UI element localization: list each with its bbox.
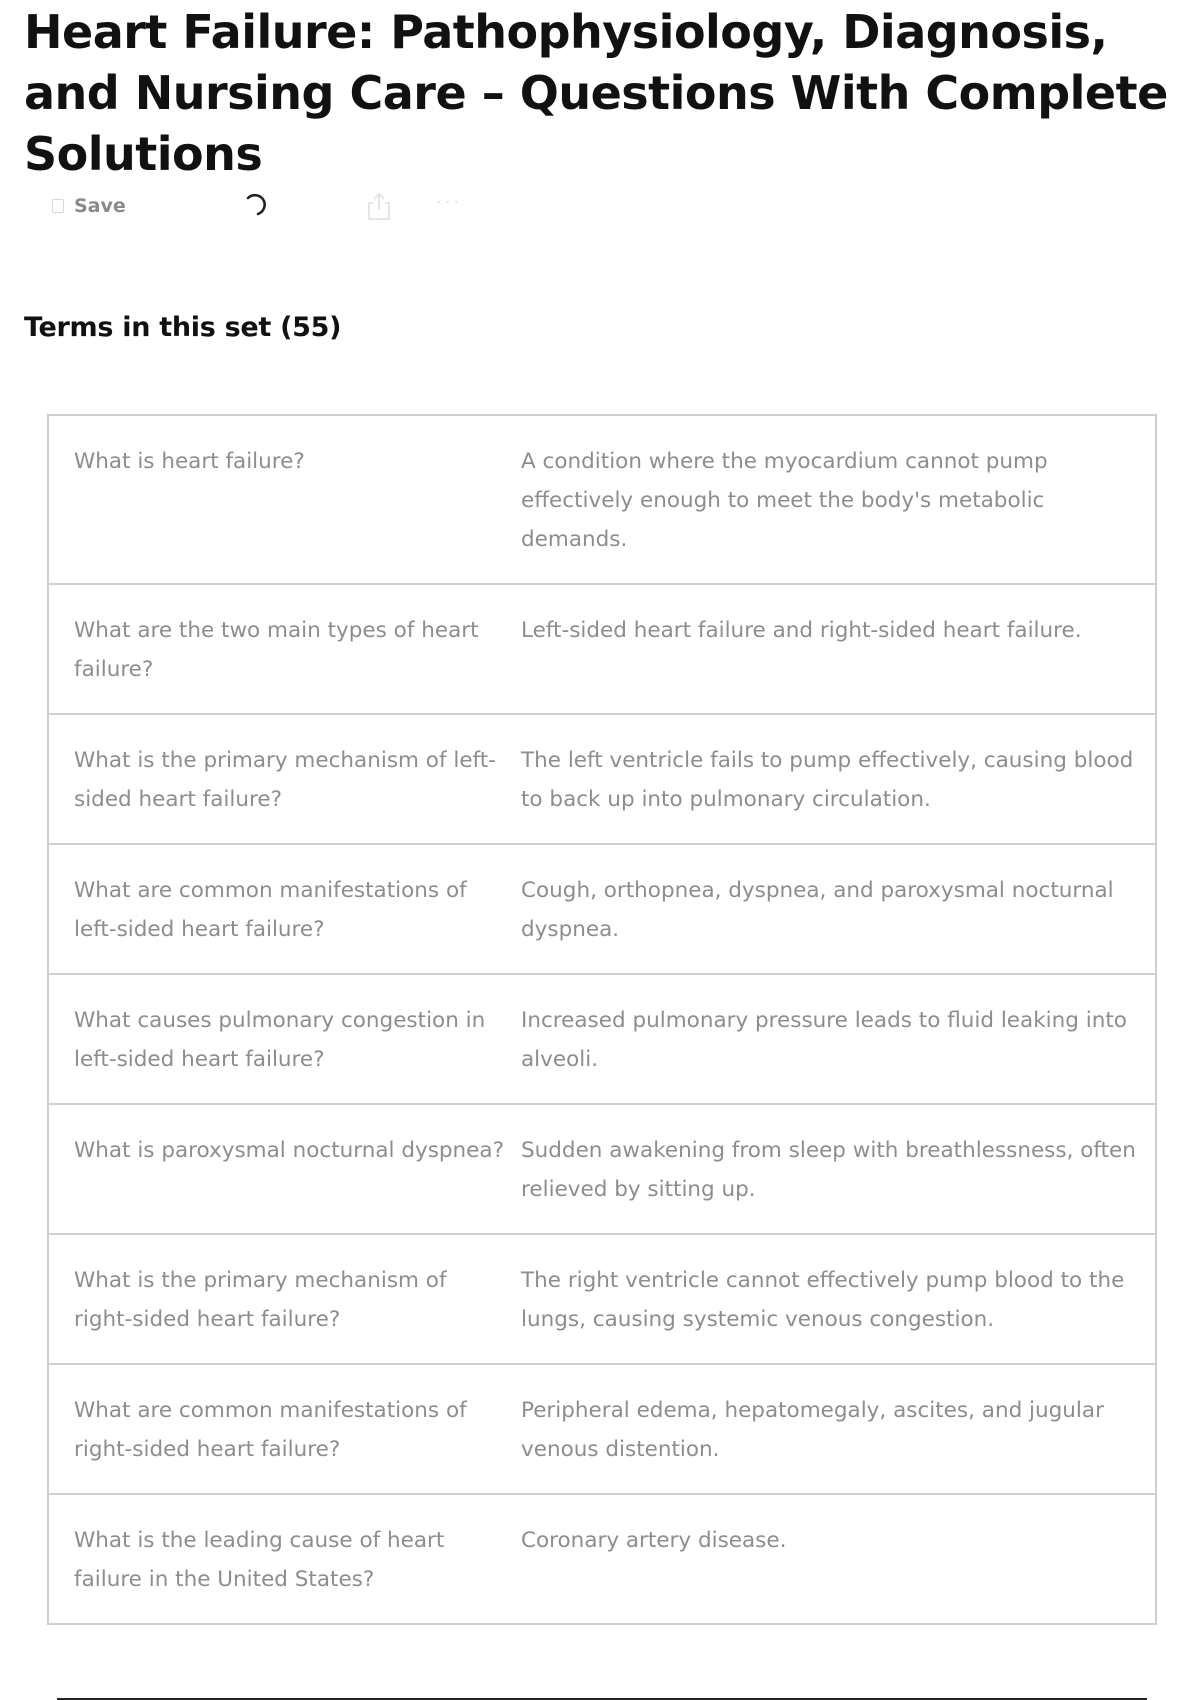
terms-table	[47, 414, 1157, 1625]
term-answer: Left-sided heart failure and right-sided heart failure.	[521, 618, 1082, 643]
term-row	[49, 1235, 1155, 1365]
bookmark-icon	[52, 199, 64, 213]
term-answer: The left ventricle fails to pump effectively, causing blood to back up into pulmonary circulation.	[521, 748, 1134, 812]
term-answer: A condition where the myocardium cannot pump effectively enough to meet the body's metabolic demands.	[521, 449, 1048, 552]
term-question: What are the two main types of heart failure?	[74, 618, 479, 682]
term-question: What is heart failure?	[74, 449, 305, 474]
share-icon[interactable]	[364, 190, 394, 222]
term-question: What are common manifestations of left-sided heart failure?	[74, 878, 467, 942]
term-answer: Peripheral edema, hepatomegaly, ascites, and jugular venous distention.	[521, 1398, 1104, 1462]
save-label: Save	[74, 195, 126, 217]
term-question: What is the primary mechanism of left-sided heart failure?	[74, 748, 496, 812]
term-answer: Cough, orthopnea, dyspnea, and paroxysmal nocturnal dyspnea.	[521, 878, 1114, 942]
term-answer: Sudden awakening from sleep with breathlessness, often relieved by sitting up.	[521, 1138, 1136, 1202]
term-question: What are common manifestations of right-sided heart failure?	[74, 1398, 467, 1462]
term-row	[49, 416, 1155, 585]
term-row	[49, 585, 1155, 715]
term-answer: Coronary artery disease.	[521, 1528, 787, 1553]
term-question: What is paroxysmal nocturnal dyspnea?	[74, 1138, 504, 1163]
term-row	[49, 1105, 1155, 1235]
term-row	[49, 715, 1155, 845]
term-row	[49, 1495, 1155, 1623]
term-answer: Increased pulmonary pressure leads to fluid leaking into alveoli.	[521, 1008, 1127, 1072]
more-options-icon[interactable]: ···	[436, 192, 463, 213]
loading-spinner-icon	[244, 192, 270, 218]
term-question: What is the leading cause of heart failure in the United States?	[74, 1528, 445, 1592]
term-row	[49, 845, 1155, 975]
term-question: What causes pulmonary congestion in left-sided heart failure?	[74, 1008, 486, 1072]
term-row	[49, 975, 1155, 1105]
term-row	[49, 1365, 1155, 1495]
page-title: Heart Failure: Pathophysiology, Diagnosis, and Nursing Care – Questions With Complete Solutions	[24, 5, 1168, 181]
terms-heading: Terms in this set (55)	[24, 312, 342, 343]
term-answer: The right ventricle cannot effectively pump blood to the lungs, causing systemic venous congestion.	[521, 1268, 1125, 1332]
save-button[interactable]	[52, 190, 126, 222]
term-question: What is the primary mechanism of right-sided heart failure?	[74, 1268, 447, 1332]
set-toolbar	[52, 190, 492, 222]
